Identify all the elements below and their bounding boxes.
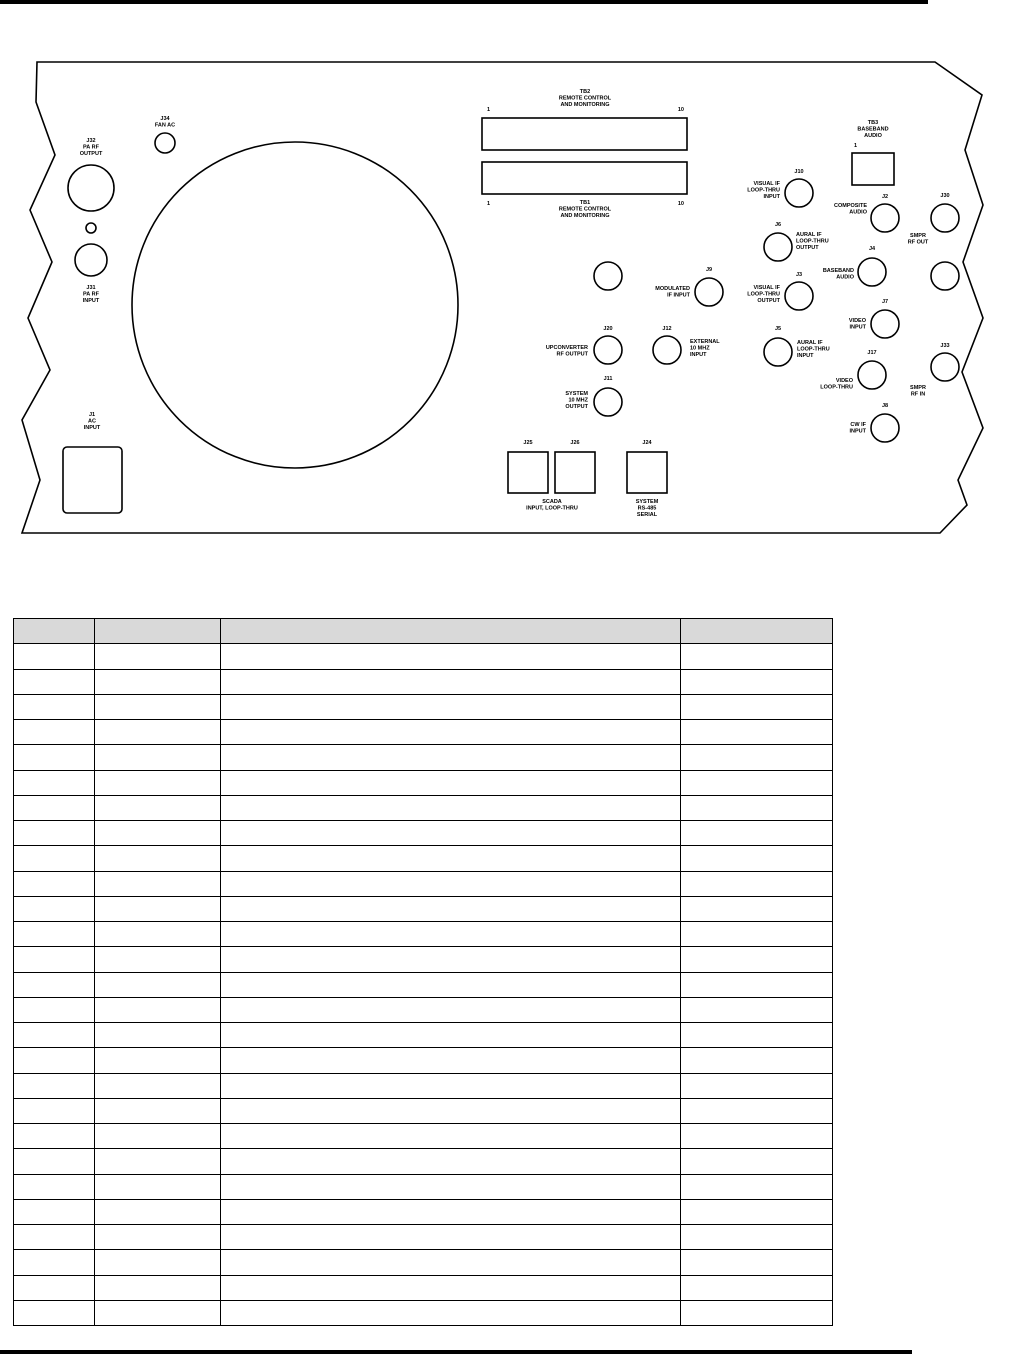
bottom-rule xyxy=(0,1350,912,1354)
rear-panel-diagram xyxy=(0,0,1023,600)
table-cell xyxy=(95,795,221,820)
table-cell xyxy=(221,997,681,1022)
table-row xyxy=(14,871,833,896)
table-cell xyxy=(14,1275,95,1300)
table-cell xyxy=(95,694,221,719)
table-cell xyxy=(95,619,221,644)
table-row xyxy=(14,1300,833,1325)
table-cell xyxy=(14,972,95,997)
j1-ac-input xyxy=(63,447,122,513)
table-row xyxy=(14,1023,833,1048)
table-cell xyxy=(221,821,681,846)
table-cell xyxy=(221,619,681,644)
table-cell xyxy=(681,997,833,1022)
table-cell xyxy=(681,619,833,644)
j1-label: J1 AC INPUT xyxy=(83,412,101,431)
table-cell xyxy=(14,745,95,770)
j9-id-label: J9 xyxy=(705,267,713,273)
table-row xyxy=(14,821,833,846)
table-cell xyxy=(221,669,681,694)
table-cell xyxy=(221,1199,681,1224)
table-row xyxy=(14,1250,833,1275)
table-cell xyxy=(681,1023,833,1048)
j7-connector xyxy=(871,310,899,338)
table-cell xyxy=(95,846,221,871)
table-cell xyxy=(95,1098,221,1123)
j3-id-label: J3 xyxy=(795,272,803,278)
table-cell xyxy=(221,1098,681,1123)
table-cell xyxy=(95,745,221,770)
tb2-label: TB2 REMOTE CONTROL AND MONITORING xyxy=(558,89,612,108)
table-row xyxy=(14,896,833,921)
table-cell xyxy=(95,720,221,745)
j3-connector xyxy=(785,282,813,310)
rs485-label: SYSTEM RS-485 SERIAL xyxy=(635,499,659,518)
table-cell xyxy=(221,896,681,921)
j10-connector xyxy=(785,179,813,207)
table-row xyxy=(14,795,833,820)
j8-name-label: CW IF INPUT xyxy=(849,422,866,435)
fan-opening xyxy=(132,142,458,468)
table-row xyxy=(14,997,833,1022)
table-cell xyxy=(221,1250,681,1275)
table-row xyxy=(14,770,833,795)
j4-name-label: BASEBAND AUDIO xyxy=(822,268,854,281)
table-cell xyxy=(14,1250,95,1275)
table-cell xyxy=(681,694,833,719)
table-row xyxy=(14,947,833,972)
table-cell xyxy=(95,770,221,795)
table-cell xyxy=(14,720,95,745)
j11-id-label: J11 xyxy=(603,376,613,382)
j31-label: J31 PA RF INPUT xyxy=(82,285,100,304)
table-row xyxy=(14,1275,833,1300)
table-cell xyxy=(95,1023,221,1048)
j11-connector xyxy=(594,388,622,416)
table-cell xyxy=(14,1149,95,1174)
j5-connector xyxy=(764,338,792,366)
j7-id-label: J7 xyxy=(881,299,889,305)
j11-name-label: SYSTEM 10 MHZ OUTPUT xyxy=(565,391,588,410)
tb3-label: TB3 BASEBAND AUDIO xyxy=(857,120,889,139)
table-cell xyxy=(14,997,95,1022)
j6-id-label: J6 xyxy=(774,222,782,228)
table-cell xyxy=(14,1300,95,1325)
table-cell xyxy=(221,1073,681,1098)
table-cell xyxy=(221,770,681,795)
j26-jack xyxy=(555,452,595,493)
table-cell xyxy=(95,997,221,1022)
table-cell xyxy=(681,1174,833,1199)
table-cell xyxy=(14,1199,95,1224)
table-cell xyxy=(681,947,833,972)
table-cell xyxy=(221,1225,681,1250)
table-cell xyxy=(14,770,95,795)
j3-name-label: VISUAL IF LOOP-THRU OUTPUT xyxy=(747,285,780,304)
table-cell xyxy=(14,871,95,896)
j32-connector xyxy=(68,165,114,211)
table-row xyxy=(14,1149,833,1174)
j25-label: J25 xyxy=(523,440,533,446)
table-cell xyxy=(681,1098,833,1123)
table-cell xyxy=(681,770,833,795)
table-cell xyxy=(681,871,833,896)
table-cell xyxy=(14,1073,95,1098)
table-header-row xyxy=(14,619,833,644)
j33-label: J33 xyxy=(940,343,950,349)
j31-connector xyxy=(75,244,107,276)
table-cell xyxy=(14,821,95,846)
table-cell xyxy=(95,972,221,997)
table-cell xyxy=(681,922,833,947)
tb1-pin-first: 1 xyxy=(487,201,491,207)
table-row xyxy=(14,644,833,669)
j24-jack xyxy=(627,452,667,493)
table-cell xyxy=(681,1048,833,1073)
table-cell xyxy=(14,947,95,972)
table-cell xyxy=(221,1023,681,1048)
j32-label: J32 PA RF OUTPUT xyxy=(79,138,103,157)
table-cell xyxy=(681,1275,833,1300)
scada-label: SCADA INPUT, LOOP-THRU xyxy=(526,499,578,512)
connector-table xyxy=(13,618,833,1326)
table-cell xyxy=(221,972,681,997)
table-cell xyxy=(221,720,681,745)
table-cell xyxy=(95,1073,221,1098)
table-cell xyxy=(221,1174,681,1199)
table-cell xyxy=(681,1073,833,1098)
j10-name-label: VISUAL IF LOOP-THRU INPUT xyxy=(747,181,780,200)
j17-id-label: J17 xyxy=(867,350,877,356)
table-row xyxy=(14,1174,833,1199)
j34-connector xyxy=(155,133,175,153)
table-cell xyxy=(95,896,221,921)
table-cell xyxy=(681,1149,833,1174)
j6-connector xyxy=(764,233,792,261)
table-cell xyxy=(221,694,681,719)
j20-id-label: J20 xyxy=(603,326,613,332)
sample-rf-out-connector xyxy=(931,262,959,290)
table-cell xyxy=(681,720,833,745)
table-cell xyxy=(95,1124,221,1149)
j5-id-label: J5 xyxy=(774,326,782,332)
table-row xyxy=(14,669,833,694)
table-cell xyxy=(95,821,221,846)
table-cell xyxy=(681,896,833,921)
table-row xyxy=(14,1048,833,1073)
table-cell xyxy=(14,896,95,921)
j6-name-label: AURAL IF LOOP-THRU OUTPUT xyxy=(796,232,829,251)
table-cell xyxy=(221,745,681,770)
j12-name-label: EXTERNAL 10 MHZ INPUT xyxy=(690,339,720,358)
table-row xyxy=(14,846,833,871)
table-cell xyxy=(95,947,221,972)
table-cell xyxy=(14,694,95,719)
tb2-pin-first: 1 xyxy=(487,107,491,113)
j2-id-label: J2 xyxy=(881,194,889,200)
table-cell xyxy=(14,1225,95,1250)
j12-id-label: J12 xyxy=(662,326,672,332)
j9-name-label: MODULATED IF INPUT xyxy=(655,286,690,299)
table-row xyxy=(14,972,833,997)
j25-jack xyxy=(508,452,548,493)
table-cell xyxy=(95,871,221,896)
table-cell xyxy=(95,644,221,669)
table-cell xyxy=(221,947,681,972)
table-cell xyxy=(14,846,95,871)
table-cell xyxy=(95,1048,221,1073)
j26-label: J26 xyxy=(570,440,580,446)
table-row xyxy=(14,1199,833,1224)
indicator-lamp xyxy=(86,223,96,233)
table-cell xyxy=(95,1149,221,1174)
sample-rf-out-label: SMPR RF OUT xyxy=(907,233,929,246)
table-cell xyxy=(221,795,681,820)
table-cell xyxy=(14,922,95,947)
table-cell xyxy=(95,1225,221,1250)
table-cell xyxy=(221,1149,681,1174)
table-cell xyxy=(681,795,833,820)
j34-label: J34 FAN AC xyxy=(154,116,176,129)
table-cell xyxy=(221,1124,681,1149)
table-cell xyxy=(221,1300,681,1325)
table-cell xyxy=(681,821,833,846)
table-cell xyxy=(14,1124,95,1149)
sample-rf-in-label: SMPR RF IN xyxy=(910,385,926,398)
tb2-terminal-block xyxy=(482,118,687,150)
table-cell xyxy=(14,644,95,669)
j12-connector xyxy=(653,336,681,364)
table-cell xyxy=(14,619,95,644)
table-cell xyxy=(221,846,681,871)
table-cell xyxy=(681,745,833,770)
tb3-terminal-block xyxy=(852,153,894,185)
table-cell xyxy=(681,644,833,669)
table-cell xyxy=(681,1124,833,1149)
table-cell xyxy=(14,1174,95,1199)
j17-name-label: VIDEO LOOP-THRU xyxy=(820,378,853,391)
j8-connector xyxy=(871,414,899,442)
table-cell xyxy=(95,1199,221,1224)
table-row xyxy=(14,694,833,719)
j4-connector xyxy=(858,258,886,286)
table-cell xyxy=(221,644,681,669)
table-cell xyxy=(14,1098,95,1123)
j20-name-label: UPCONVERTER RF OUTPUT xyxy=(545,345,588,358)
table-row xyxy=(14,1098,833,1123)
table-cell xyxy=(681,1225,833,1250)
table-row xyxy=(14,1225,833,1250)
table-row xyxy=(14,922,833,947)
table-cell xyxy=(221,1275,681,1300)
table-row xyxy=(14,1073,833,1098)
table-cell xyxy=(681,846,833,871)
table-cell xyxy=(681,1199,833,1224)
table-cell xyxy=(95,1250,221,1275)
table-row xyxy=(14,720,833,745)
tb1-terminal-block xyxy=(482,162,687,194)
table-cell xyxy=(14,795,95,820)
table-row xyxy=(14,745,833,770)
j4-id-label: J4 xyxy=(868,246,876,252)
table-cell xyxy=(95,1300,221,1325)
table-cell xyxy=(681,669,833,694)
j17-connector xyxy=(858,361,886,389)
j7-name-label: VIDEO INPUT xyxy=(848,318,866,331)
table-cell xyxy=(14,1023,95,1048)
tb1-pin-last: 10 xyxy=(677,201,684,207)
j2-name-label: COMPOSITE AUDIO xyxy=(833,203,867,216)
table-row xyxy=(14,1124,833,1149)
tb1-label: TB1 REMOTE CONTROL AND MONITORING xyxy=(558,200,612,219)
table-cell xyxy=(95,669,221,694)
tb3-pin-first: 1 xyxy=(854,143,858,149)
j10-id-label: J10 xyxy=(794,169,804,175)
table-cell xyxy=(221,871,681,896)
j5-name-label: AURAL IF LOOP-THRU INPUT xyxy=(797,340,830,359)
table-cell xyxy=(221,922,681,947)
table-cell xyxy=(95,1174,221,1199)
table-cell xyxy=(681,972,833,997)
j24-label: J24 xyxy=(642,440,652,446)
unlabeled-connector xyxy=(594,262,622,290)
table-cell xyxy=(681,1300,833,1325)
table-cell xyxy=(14,669,95,694)
j20-connector xyxy=(594,336,622,364)
tb2-pin-last: 10 xyxy=(677,107,684,113)
table-cell xyxy=(95,1275,221,1300)
table-cell xyxy=(221,1048,681,1073)
table-cell xyxy=(95,922,221,947)
j30-connector xyxy=(931,204,959,232)
j33-connector xyxy=(931,353,959,381)
table-cell xyxy=(681,1250,833,1275)
j8-id-label: J8 xyxy=(881,403,889,409)
table-cell xyxy=(14,1048,95,1073)
j2-connector xyxy=(871,204,899,232)
j9-connector xyxy=(695,278,723,306)
j30-label: J30 xyxy=(940,193,950,199)
